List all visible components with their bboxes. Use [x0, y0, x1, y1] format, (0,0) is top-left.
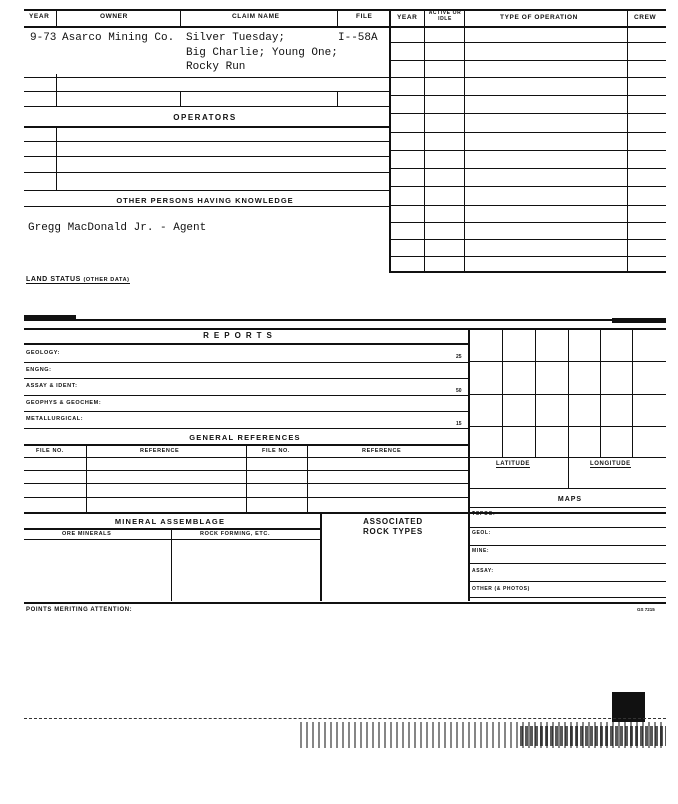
other-persons-rule — [24, 206, 389, 207]
associated-divider — [320, 513, 322, 601]
map-rule-3 — [469, 563, 666, 564]
map-rule-5 — [469, 597, 666, 598]
other-persons-entry: Gregg MacDonald Jr. - Agent — [28, 222, 207, 234]
map-other: OTHER (& PHOTOS) — [472, 586, 530, 592]
report-geology-num: 25 — [456, 354, 462, 360]
map-topog: TOPOG: — [472, 511, 496, 517]
scan-mark-right — [612, 318, 666, 323]
land-status-sub: (OTHER DATA) — [83, 277, 130, 283]
land-status-rule — [24, 319, 666, 321]
entry-file: I--58A — [338, 32, 378, 44]
gen-ref-col-ref-1: REFERENCE — [140, 448, 180, 454]
gen-ref-col-ref-2: REFERENCE — [362, 448, 402, 454]
gen-ref-col-file-1: FILE NO. — [36, 448, 65, 454]
header-year: YEAR — [29, 13, 50, 20]
entry-claim-2: Big Charlie; Young One; — [186, 47, 338, 59]
report-metallurgical-num: 15 — [456, 421, 462, 427]
report-engng: ENGNG: — [26, 367, 52, 373]
map-assay: ASSAY: — [472, 568, 494, 574]
header-crew: CREW — [634, 14, 657, 21]
report-metallurgical: METALLURGICAL: — [26, 416, 84, 422]
operators-title: OPERATORS — [173, 113, 237, 122]
mineral-subheader-rule — [24, 539, 320, 540]
other-persons-title: OTHER PERSONS HAVING KNOWLEDGE — [116, 196, 294, 205]
header-active-or-idle: ACTIVE OR IDLE — [428, 10, 462, 22]
map-mine: MINE: — [472, 548, 490, 554]
general-references-title: GENERAL REFERENCES — [189, 433, 301, 442]
reports-top-rule — [24, 328, 666, 330]
map-geol: GEOL: — [472, 530, 491, 536]
report-assay: ASSAY & IDENT: — [26, 383, 78, 389]
entry-year: 9-73 — [30, 32, 57, 44]
rock-forming-label: ROCK FORMING, ETC. — [200, 531, 271, 537]
entry-claim-1: Silver Tuesday; — [186, 32, 286, 44]
associated-line-1: ASSOCIATED — [363, 517, 423, 526]
ore-minerals-label: ORE MINERALS — [62, 531, 112, 537]
header-file: FILE — [356, 13, 373, 20]
entry-owner: Asarco Mining Co. — [62, 32, 175, 44]
maps-top-rule — [469, 507, 666, 508]
mineral-divider — [171, 529, 172, 601]
longitude-label: LONGITUDE — [590, 461, 631, 467]
report-geophys: GEOPHYS & GEOCHEM: — [26, 400, 102, 406]
associated-line-2: ROCK TYPES — [362, 527, 423, 536]
report-geology: GEOLOGY: — [26, 350, 61, 356]
entry-claim-3: Rocky Run — [186, 61, 246, 73]
header-type-of-operation: TYPE OF OPERATION — [500, 14, 578, 21]
header-owner: OWNER — [100, 13, 128, 20]
header-claim-name: CLAIM NAME — [232, 13, 280, 20]
latitude-label: LATITUDE — [496, 461, 531, 467]
maps-title: MAPS — [557, 496, 583, 503]
map-rule-1 — [469, 527, 666, 528]
header-year-2: YEAR — [397, 14, 418, 21]
scan-mark-left — [24, 315, 76, 319]
reports-title: REPORTS — [203, 331, 277, 340]
reports-right-rule — [468, 328, 470, 601]
map-rule-2 — [469, 545, 666, 546]
land-status-title — [26, 276, 130, 284]
mineral-assemblage-title: MINERAL ASSEMBLAGE — [114, 517, 226, 526]
points-top-rule — [24, 602, 666, 604]
map-rule-4 — [469, 581, 666, 582]
form-number: GS 7215 — [637, 607, 655, 612]
land-status-label: LAND STATUS — [26, 276, 81, 283]
gen-ref-col-file-2: FILE NO. — [262, 448, 291, 454]
mineral-header-rule — [24, 528, 320, 530]
points-meriting-attention: POINTS MERITING ATTENTION: — [26, 607, 133, 613]
report-assay-num: 50 — [456, 388, 462, 394]
